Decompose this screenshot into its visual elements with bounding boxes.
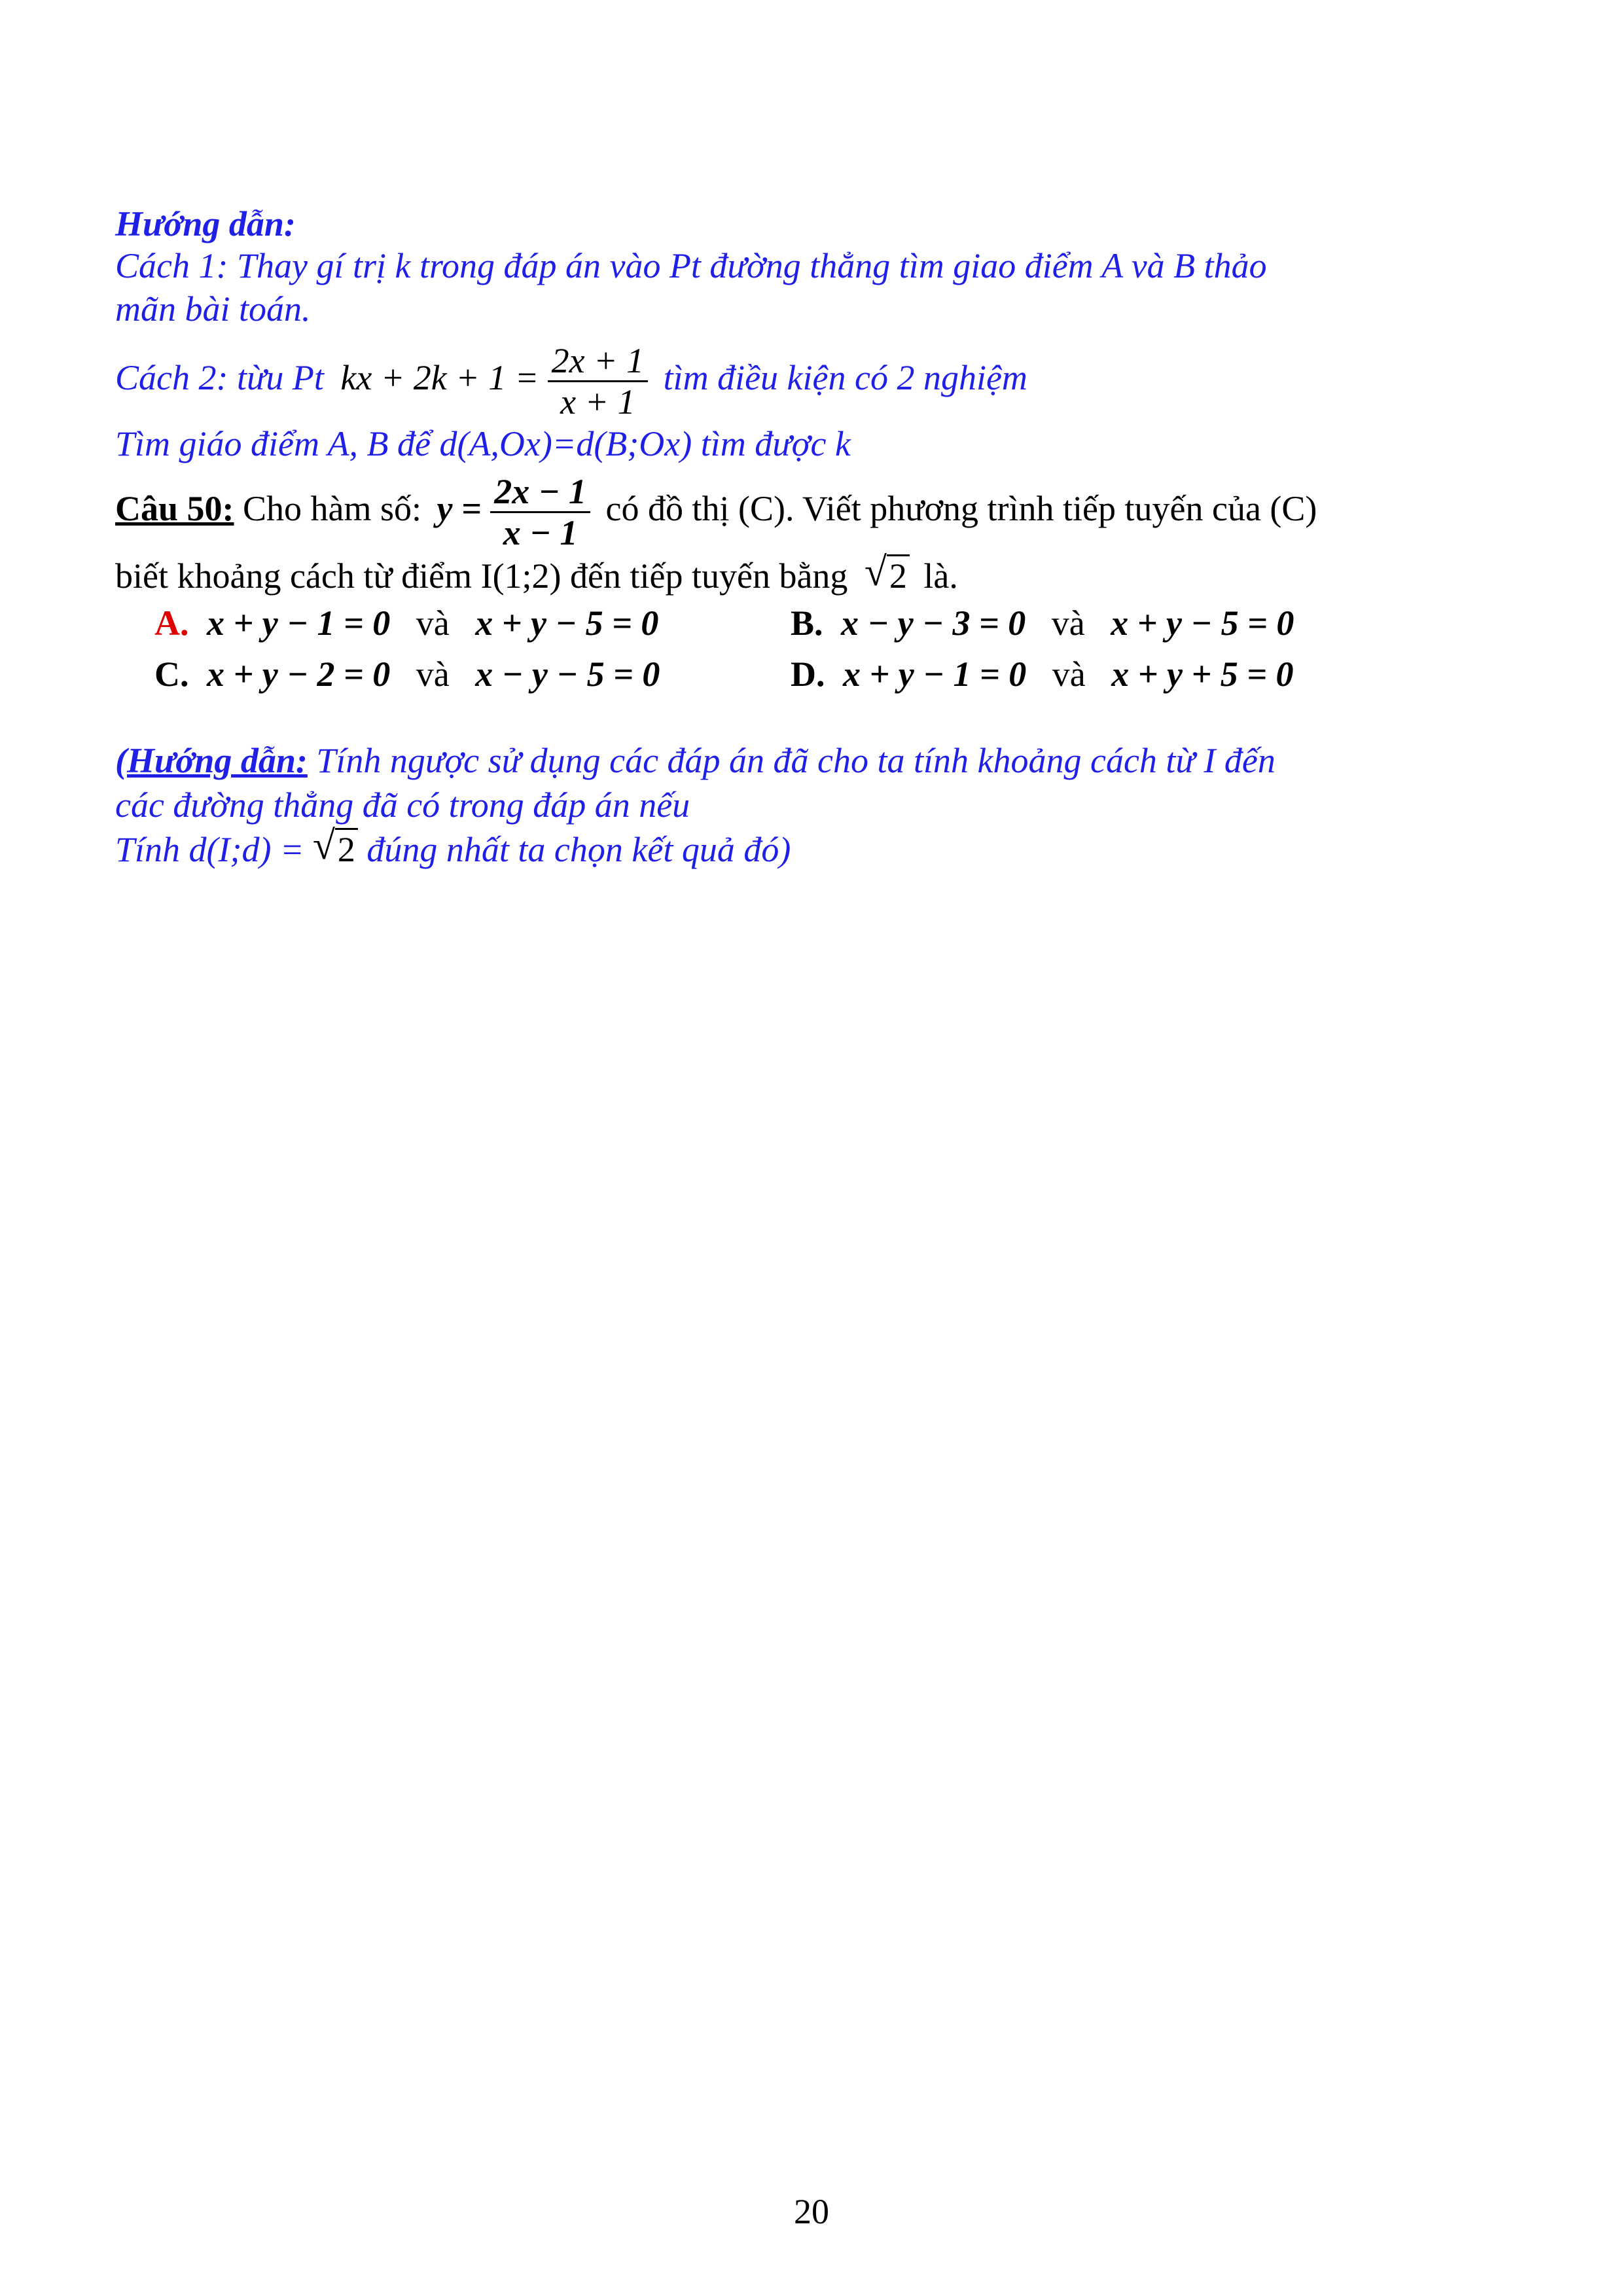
guide-line-3: [115, 335, 1027, 422]
page-number: 20: [794, 2192, 829, 2231]
guide2-sqrt-symbol: √: [312, 823, 335, 868]
question-line-2-suffix: là.: [923, 556, 958, 596]
guide-line-1: Cách 1: Thay gí trị k trong đáp án vào Pt đường thẳng tìm giao điểm A và B thảo: [115, 246, 1267, 285]
fraction-numerator: 2x + 1: [551, 341, 645, 381]
question-line-2: [115, 550, 958, 597]
question-text-prefix: Cho hàm số:: [243, 489, 422, 528]
guide2-sqrt-value: 2: [335, 828, 358, 869]
question-label: Câu 50:: [115, 489, 234, 528]
option-a-letter: A.: [154, 603, 189, 643]
option-a[interactable]: [154, 602, 658, 644]
option-c[interactable]: [154, 653, 660, 695]
sqrt-value: 2: [887, 554, 910, 596]
question-line-2-prefix: biết khoảng cách từ điểm I(1;2) đến tiếp tuyến bằng: [115, 556, 848, 596]
option-a-eq2: x + y − 5 = 0: [475, 603, 659, 643]
guide2-line-3-prefix: Tính d(I;d) =: [115, 830, 304, 869]
guide2-line-1-rest: Tính ngược sử dụng các đáp án đã cho ta tính khoảng cách từ I đến: [307, 741, 1275, 780]
fraction-denominator: x + 1: [560, 382, 635, 422]
function-numerator: 2x − 1: [494, 472, 587, 512]
option-b[interactable]: [791, 602, 1294, 644]
question-line-1: [115, 466, 1317, 552]
option-d[interactable]: [791, 653, 1293, 695]
option-a-and: và: [416, 603, 450, 643]
guide-line-3-prefix: Cách 2: từu Pt: [115, 358, 324, 397]
guide-title: Hướng dẫn:: [115, 204, 296, 243]
guide2-line-3-suffix: đúng nhất ta chọn kết quả đó): [366, 830, 791, 869]
guide-line-2: mãn bài toán.: [115, 289, 311, 329]
guide2-sqrt: [312, 823, 358, 870]
guide-equation-fraction: [548, 341, 648, 422]
guide2-open-paren: (: [115, 741, 127, 780]
option-b-eq1: x − y − 3 = 0: [841, 603, 1026, 643]
guide2-line-2: các đường thẳng đã có trong đáp án nếu: [115, 785, 690, 825]
option-d-eq2: x + y + 5 = 0: [1111, 655, 1294, 694]
option-a-eq1: x + y − 1 = 0: [207, 603, 391, 643]
option-c-letter: C.: [154, 655, 189, 694]
question-text-suffix: có đồ thị (C). Viết phương trình tiếp tuyến của (C): [605, 489, 1317, 528]
option-c-eq2: x − y − 5 = 0: [475, 655, 660, 694]
option-c-eq1: x + y − 2 = 0: [207, 655, 391, 694]
option-b-and: và: [1051, 603, 1085, 643]
function-denominator: x − 1: [503, 513, 578, 553]
sqrt-symbol: √: [864, 550, 887, 594]
option-d-and: và: [1052, 655, 1086, 694]
guide-line-4: Tìm giáo điểm A, B để d(A,Ox)=d(B;Ox) tìm được k: [115, 424, 851, 463]
option-d-eq1: x + y − 1 = 0: [843, 655, 1027, 694]
function-y-eq: y =: [437, 489, 482, 528]
sqrt-expression: [864, 550, 910, 597]
guide2-line-3: [115, 823, 791, 870]
guide2-title: Hướng dẫn:: [126, 741, 308, 780]
guide2-line-1: [115, 740, 1275, 781]
option-d-letter: D.: [791, 655, 825, 694]
option-b-letter: B.: [791, 603, 823, 643]
option-b-eq2: x + y − 5 = 0: [1111, 603, 1294, 643]
function-fraction: [490, 472, 590, 552]
option-c-and: và: [416, 655, 450, 694]
guide-equation-lhs: kx + 2k + 1 =: [340, 358, 539, 397]
guide-line-3-suffix: tìm điều kiện có 2 nghiệm: [663, 358, 1027, 397]
